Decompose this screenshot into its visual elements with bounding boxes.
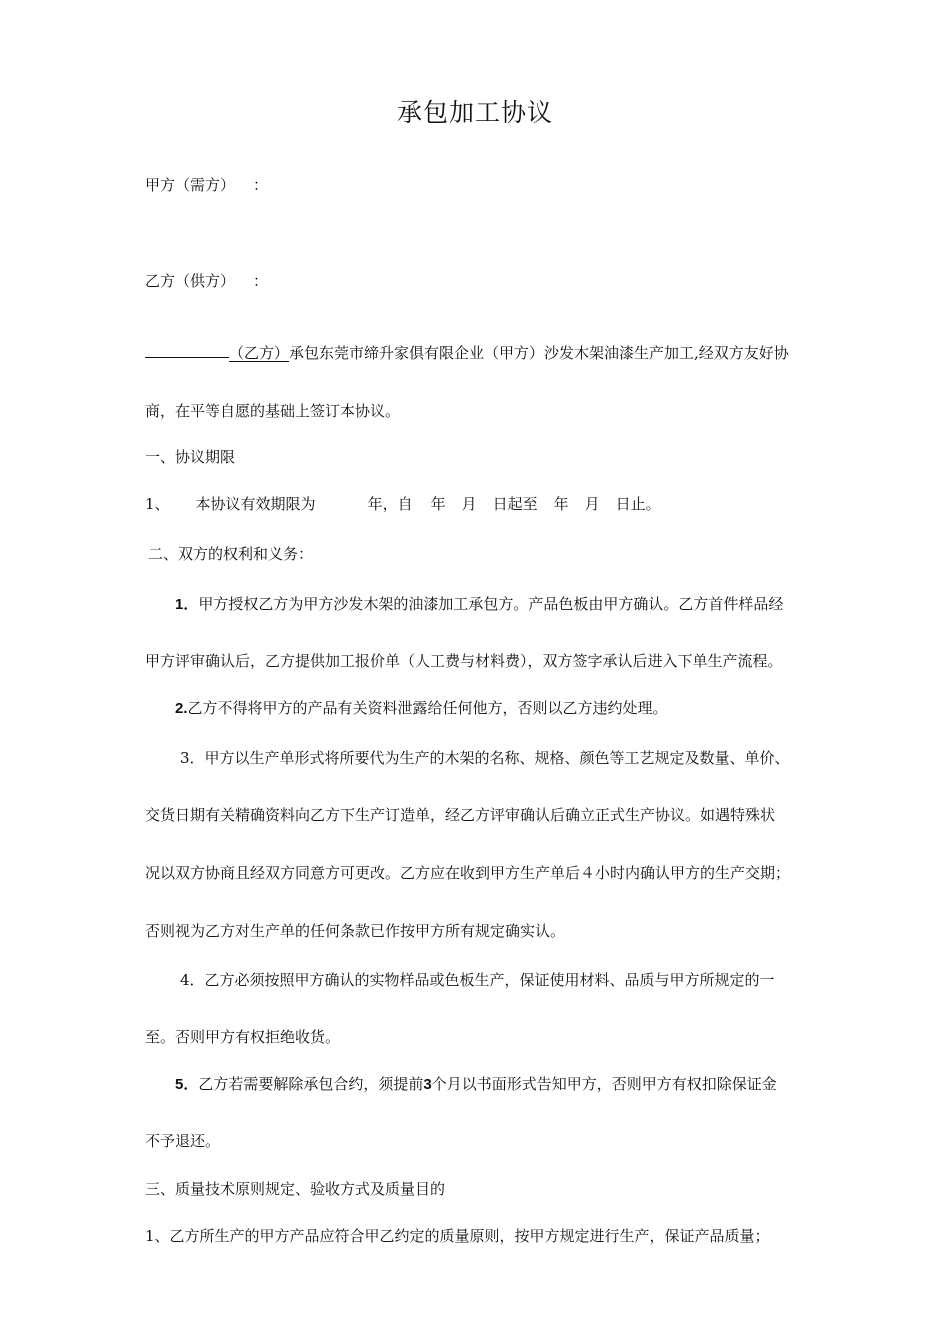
intro-party-b-ref: （乙方） — [229, 344, 290, 362]
section2-item3-num: 3． — [180, 749, 205, 767]
section3-heading: 三、质量技术原则规定、验收方式及质量目的 — [145, 1180, 446, 1198]
party-a-colon: ： — [253, 176, 269, 194]
section2-item5-text-a: 乙方若需要解除承包合约，须提前 — [198, 1075, 424, 1093]
document-title: 承包加工协议 — [396, 98, 553, 127]
section2-item3-text: 甲方以生产单形式将所要代为生产的木架的名称、规格、颜色等工艺规定及数量、单价、 — [204, 749, 790, 767]
term-end-month: 月 — [584, 495, 600, 513]
intro-line-2: 商，在平等自愿的基础上签订本协议。 — [145, 402, 401, 420]
party-a-line — [145, 175, 268, 195]
section2-item2-num: 2. — [175, 700, 188, 717]
section2-item4-num: 4． — [180, 971, 205, 989]
term-start-year: 年 — [430, 495, 446, 513]
intro-text-1: 承包东莞市缔升家俱有限企业（甲方）沙发木架油漆生产加工,经双方友好协 — [289, 344, 789, 362]
section2-item1-line1 — [175, 594, 783, 615]
section2-item4-line2: 至。否则甲方有权拒绝收货。 — [145, 1028, 341, 1046]
term-end-day: 日止。 — [615, 495, 661, 513]
term-start-day: 日起至 — [492, 495, 538, 513]
party-a-label: 甲方（需方） — [145, 176, 236, 194]
term-year: 年，自 — [367, 495, 413, 513]
section2-item3-line4: 否则视为乙方对生产单的任何条款已作按甲方所有规定确实认。 — [145, 922, 566, 940]
section2-item3-line3: 况以双方协商且经双方同意方可更改。乙方应在收到甲方生产单后４小时内确认甲方的生产交期； — [145, 864, 791, 882]
term-end-year: 年 — [553, 495, 569, 513]
section2-item1-text: 甲方授权乙方为甲方沙发木架的油漆加工承包方。产品色板由甲方确认。乙方首件样品经 — [198, 595, 784, 613]
party-b-name-blank — [145, 343, 229, 358]
section2-item2-line1 — [175, 698, 668, 719]
section1-heading: 一、协议期限 — [145, 448, 236, 466]
section2-item5-num: 5． — [175, 1076, 199, 1093]
section3-item1: 1、乙方所生产的甲方产品应符合甲乙约定的质量原则，按甲方规定进行生产，保证产品质量； — [145, 1227, 770, 1245]
party-b-label: 乙方（供方） — [145, 272, 236, 290]
section2-item5-text-b: 个月以书面形式告知甲方，否则甲方有权扣除保证金 — [431, 1075, 777, 1093]
section2-item1-num: 1． — [175, 596, 199, 613]
section2-heading: 二、双方的权利和义务： — [148, 545, 314, 563]
section1-item1 — [145, 494, 661, 514]
party-b-line — [145, 271, 268, 291]
section2-item3-line2: 交货日期有关精确资料向乙方下生产订造单，经乙方评审确认后确立正式生产协议。如遇特殊状 — [145, 806, 776, 824]
term-text: 本协议有效期限为 — [195, 495, 316, 513]
section2-item5-months: 3 — [423, 1076, 432, 1093]
section2-item2-text: 乙方不得将甲方的产品有关资料泄露给任何他方，否则以乙方违约处理。 — [187, 699, 668, 717]
section2-item5-line2: 不予退还。 — [145, 1132, 221, 1150]
section2-item4-text: 乙方必须按照甲方确认的实物样品或色板生产，保证使用材料、品质与甲方所规定的一 — [204, 971, 775, 989]
section2-item5-line1 — [175, 1074, 777, 1095]
party-b-colon: ： — [253, 272, 269, 290]
intro-line-1 — [145, 343, 789, 363]
section2-item1-line2: 甲方评审确认后，乙方提供加工报价单（人工费与材料费），双方签字承认后进入下单生产流程。 — [145, 652, 783, 670]
term-start-month: 月 — [461, 495, 477, 513]
section2-item4-line1 — [180, 970, 775, 990]
section1-item1-num: 1、 — [145, 495, 170, 513]
section2-item3-line1 — [180, 748, 790, 768]
